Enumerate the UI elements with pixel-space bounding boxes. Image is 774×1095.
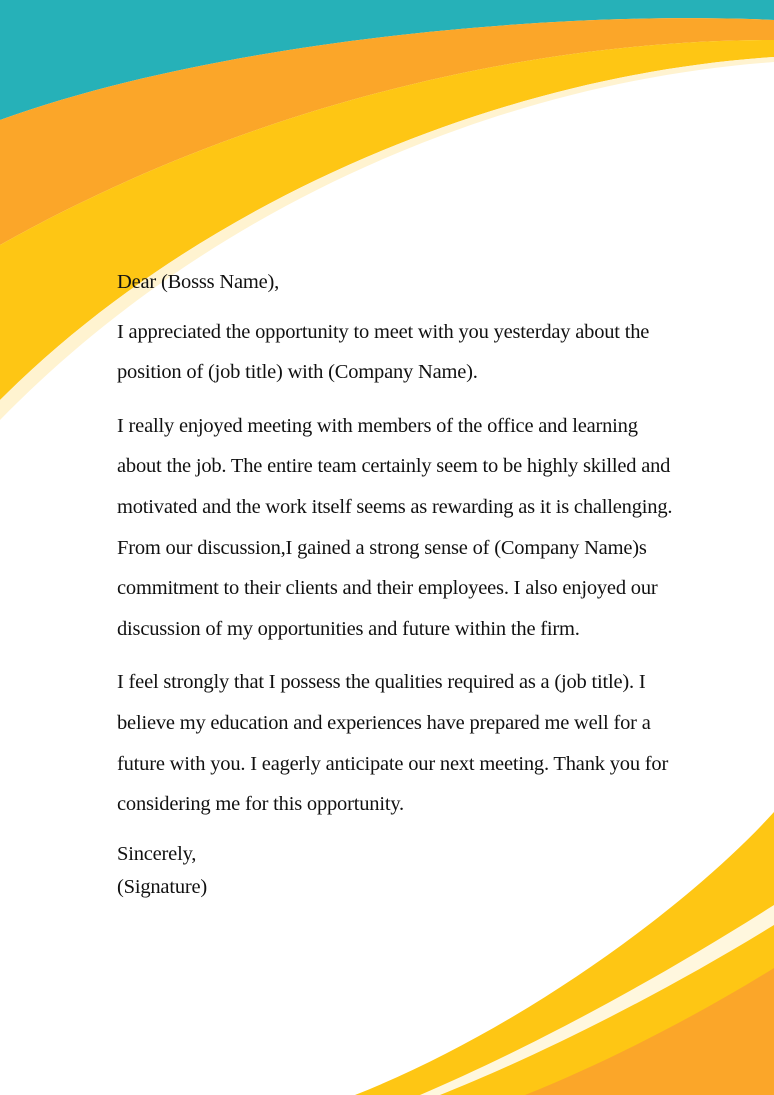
letter-paragraph-2: I really enjoyed meeting with members of the office and learning about the job. The entire team certainly seem to be highly skilled and motivated and the work itself seems as rewarding as it is challenging. From our discussion,I gained a strong sense of (Company Name)s commitment to their clients and their employees. I also enjoyed our discussion of my opportunities and future within the firm. (117, 414, 673, 640)
letter-paragraph-3: I feel strongly that I possess the qualities required as a (job title). I believe my education and experiences have prepared me well for a future with you. I eagerly anticipate our next meeting. Thank you for considering me for this opportunity. (117, 671, 669, 816)
letter-signature: (Signature) (117, 875, 208, 898)
letter-paragraph-1: I appreciated the opportunity to meet with you yesterday about the position of (job title) with (Company Name). (117, 320, 650, 384)
letter-closing-block (117, 838, 677, 904)
letter-body (117, 262, 677, 904)
letter-closing: Sincerely, (117, 842, 197, 865)
letter-greeting: Dear (Bosss Name), (117, 271, 280, 293)
